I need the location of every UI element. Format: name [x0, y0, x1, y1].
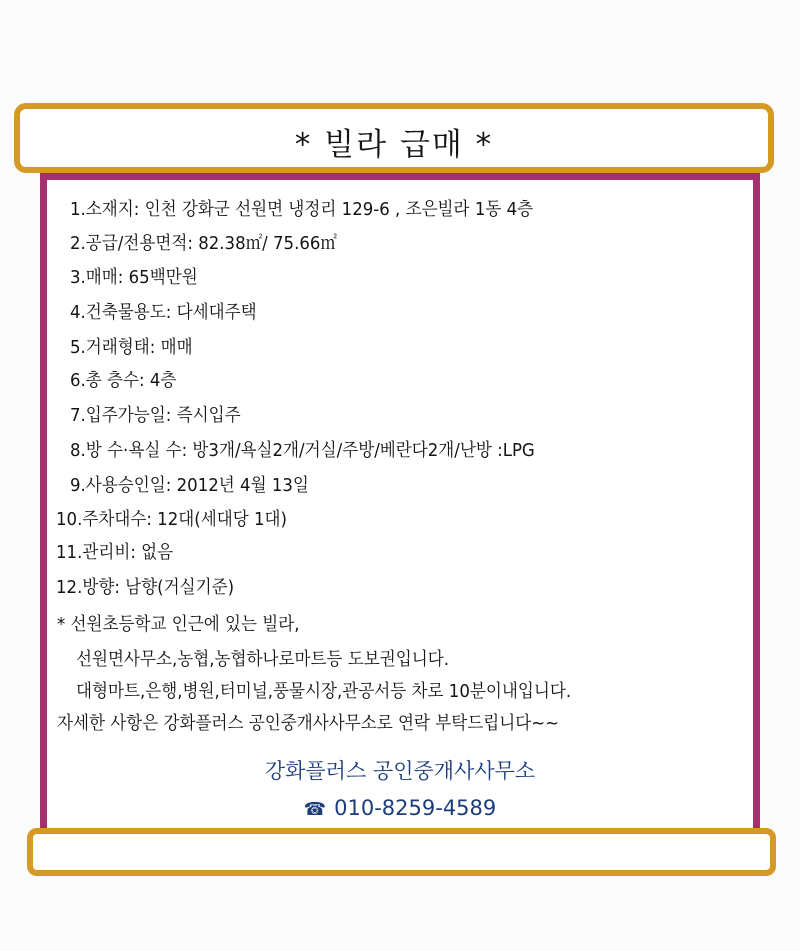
item-parking: 10.주차대수: 12대(세대당 1대) — [56, 509, 287, 530]
item-building-use: 4.건축물용도: 다세대주택 — [70, 302, 257, 323]
office-name: 강화플러스 공인중개사사무소 — [264, 759, 536, 783]
item-transaction-type: 5.거래형태: 매매 — [70, 337, 193, 358]
office-phone — [0, 796, 800, 822]
item-move-in: 7.입주가능일: 즉시입주 — [70, 405, 241, 426]
item-direction: 12.방향: 남향(거실기준) — [56, 577, 235, 598]
page-title: * 빌라 급매 * — [294, 127, 494, 163]
item-rooms: 8.방 수·욕실 수: 방3개/욕실2개/거실/주방/베란다2개/난방 :LPG — [70, 440, 535, 461]
item-maintenance-fee: 11.관리비: 없음 — [56, 542, 174, 563]
note-line: 대형마트,은행,병원,터미널,풍물시장,관공서등 차로 10분이내입니다. — [76, 681, 572, 702]
item-price: 3.매매: 65백만원 — [70, 267, 198, 288]
note-line: * 선원초등학교 인근에 있는 빌라, — [57, 614, 300, 635]
item-floors: 6.총 층수: 4층 — [70, 370, 177, 391]
item-approval-date: 9.사용승인일: 2012년 4월 13일 — [70, 475, 309, 496]
phone-number: 010-8259-4589 — [334, 796, 497, 820]
item-area: 2.공급/전용면적: 82.38㎡/ 75.66㎡ — [70, 233, 337, 254]
note-line: 선원면사무소,농협,농협하나로마트등 도보권입니다. — [76, 649, 449, 670]
phone-icon: ☎ — [303, 799, 327, 820]
note-line: 자세한 사항은 강화플러스 공인중개사사무소로 연락 부탁드립니다~~ — [57, 713, 559, 734]
item-location: 1.소재지: 인천 강화군 선원면 냉정리 129-6 , 조은빌라 1동 4층 — [70, 199, 534, 220]
